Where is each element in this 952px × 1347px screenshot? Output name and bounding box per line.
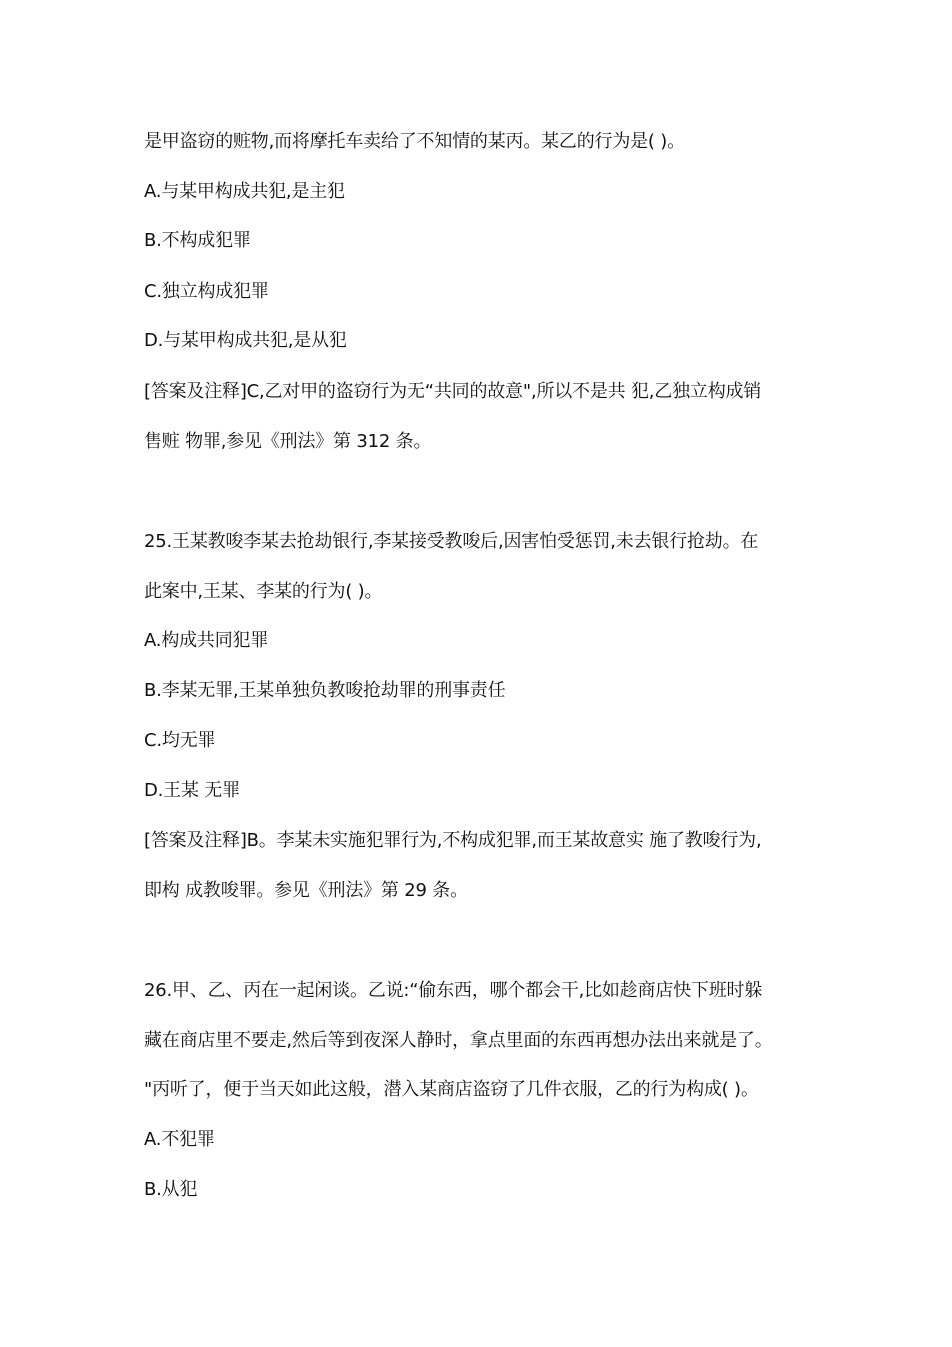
q25-question-line-2: 此案中,王某、李某的行为( )。 — [144, 581, 383, 602]
q25-answer-line-2: 即构 成教唆罪。参见《刑法》第 29 条。 — [144, 880, 468, 901]
q25-answer-line-1: [答案及注释]B。李某未实施犯罪行为,不构成犯罪,而王某故意实 施了教唆行为, — [144, 830, 762, 851]
q26-question-line-2: 藏在商店里不要走,然后等到夜深人静时，拿点里面的东西再想办法出来就是了。 — [144, 1030, 773, 1051]
q26-option-b: B.从犯 — [144, 1179, 198, 1200]
q24-option-b: B.不构成犯罪 — [144, 230, 251, 251]
q25-option-c: C.均无罪 — [144, 730, 216, 751]
q25-option-d: D.王某 无罪 — [144, 780, 240, 801]
q24-question-line: 是甲盗窃的赃物,而将摩托车卖给了不知情的某丙。某乙的行为是( )。 — [144, 131, 685, 152]
q24-answer-line-1: [答案及注释]C,乙对甲的盗窃行为无“共同的故意",所以不是共 犯,乙独立构成销 — [144, 381, 762, 402]
q26-option-a: A.不犯罪 — [144, 1129, 215, 1150]
q24-option-a: A.与某甲构成共犯,是主犯 — [144, 181, 345, 202]
q26-question-line-3: "丙听了，便于当天如此这般，潜入某商店盗窃了几件衣服，乙的行为构成( )。 — [144, 1079, 759, 1100]
q24-answer-line-2: 售赃 物罪,参见《刑法》第 312 条。 — [144, 431, 432, 452]
q25-question-line-1: 25.王某教唆李某去抢劫银行,李某接受教唆后,因害怕受惩罚,未去银行抢劫。在 — [144, 531, 759, 552]
q26-question-line-1: 26.甲、乙、丙在一起闲谈。乙说:“偷东西，哪个都会干,比如趁商店快下班时躲 — [144, 980, 763, 1001]
q25-option-a: A.构成共同犯罪 — [144, 630, 269, 651]
q24-option-c: C.独立构成犯罪 — [144, 281, 269, 302]
q24-option-d: D.与某甲构成共犯,是从犯 — [144, 330, 347, 351]
q25-option-b: B.李某无罪,王某单独负教唆抢劫罪的刑事责任 — [144, 680, 506, 701]
